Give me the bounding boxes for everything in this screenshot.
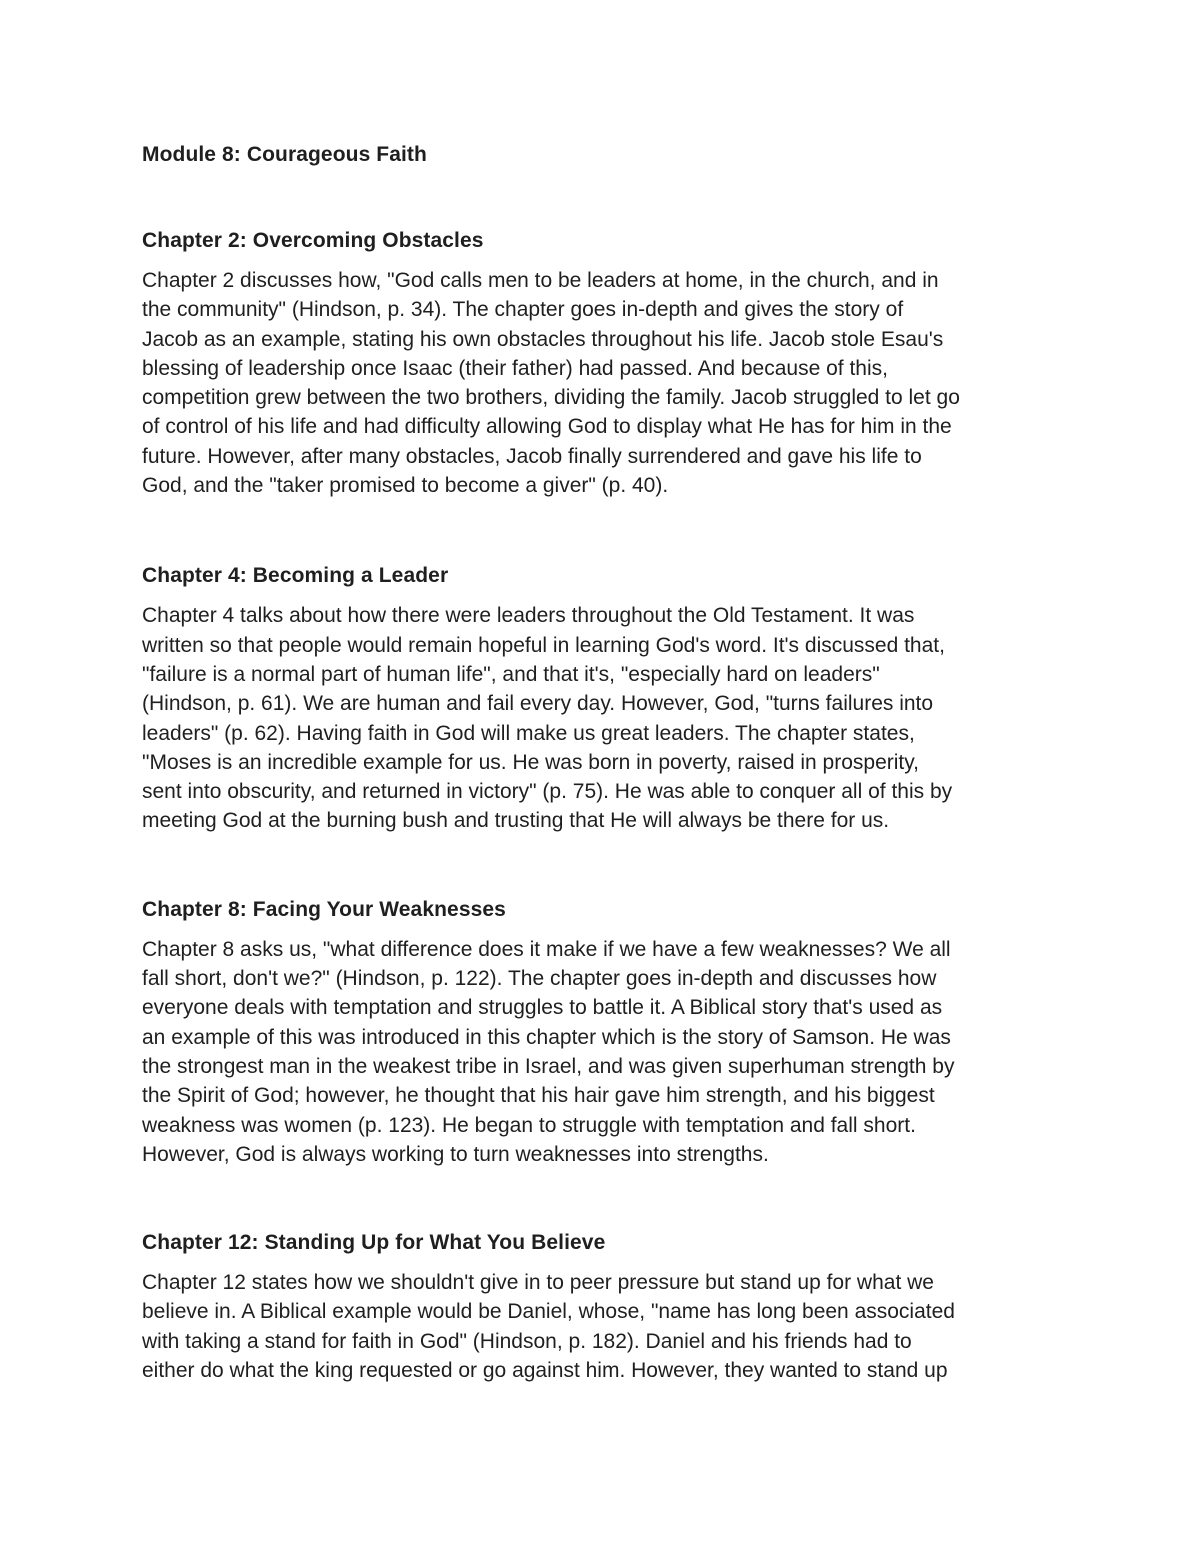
chapter-heading: Chapter 2: Overcoming Obstacles <box>142 229 484 252</box>
section-spacer <box>142 1169 1077 1228</box>
chapter-section-12 <box>142 1228 1077 1385</box>
chapter-paragraph: Chapter 12 states how we shouldn't give in to peer pressure but stand up for what we believe in. A Biblical example would be Daniel, whose, "name has long been associated with taking a stand for faith in God" (Hindson, p. 182). Daniel and his friends had to either do what the king requested or go against him. However, they wanted to stand up <box>142 1271 955 1383</box>
chapter-paragraph: Chapter 2 discusses how, "God calls men to be leaders at home, in the church, and in the community" (Hindson, p. 34). The chapter goes in-depth and gives the story of Jacob as an example, stating his own obstacles throughout his life. Jacob stole Esau's blessing of leadership once Isaac (their father) had passed. And because of this, competition grew between the two brothers, dividing the family. Jacob struggled to let go of control of his life and had difficulty allowing God to display what He has for him in the future. However, after many obstacles, Jacob finally surrendered and gave his life to God, and the "taker promised to become a giver" (p. 40). <box>142 269 960 498</box>
chapter-section-4 <box>142 561 1077 835</box>
section-spacer <box>142 836 1077 895</box>
chapter-heading: Chapter 4: Becoming a Leader <box>142 564 449 588</box>
document-page <box>142 140 1077 1385</box>
section-spacer <box>142 500 1077 561</box>
chapter-paragraph: Chapter 4 talks about how there were leaders throughout the Old Testament. It was written so that people would remain hopeful in learning God's word. It's discussed that, "failure is a normal part of human life", and that it's, "especially hard on leaders" (Hindson, p. 61). We are human and fail every day. However, God, "turns failures into leaders" (p. 62). Having faith in God will make us great leaders. The chapter states, "Moses is an incredible example for us. He was born in poverty, raised in prosperity, sent into obscurity, and returned in victory" (p. 75). He was able to conquer all of this by meeting God at the burning bush and trusting that He will always be there for us. <box>142 604 953 833</box>
module-title: Module 8: Courageous Faith <box>142 143 427 166</box>
chapter-section-8 <box>142 895 1077 1169</box>
chapter-heading: Chapter 8: Facing Your Weaknesses <box>142 897 506 921</box>
chapter-heading: Chapter 12: Standing Up for What You Believe <box>142 1231 606 1255</box>
chapter-section-2 <box>142 226 1077 500</box>
chapter-paragraph: Chapter 8 asks us, "what difference does it make if we have a few weaknesses? We all fall short, don't we?" (Hindson, p. 122). The chapter goes in-depth and discusses how everyone deals with temptation and struggles to battle it. A Biblical story that's used as an example of this was introduced in this chapter which is the story of Samson. He was the strongest man in the weakest tribe in Israel, and was given superhuman strength by the Spirit of God; however, he thought that his hair gave him strength, and his biggest weakness was women (p. 123). He began to struggle with temptation and fall short. However, God is always working to turn weaknesses into strengths. <box>142 937 955 1166</box>
